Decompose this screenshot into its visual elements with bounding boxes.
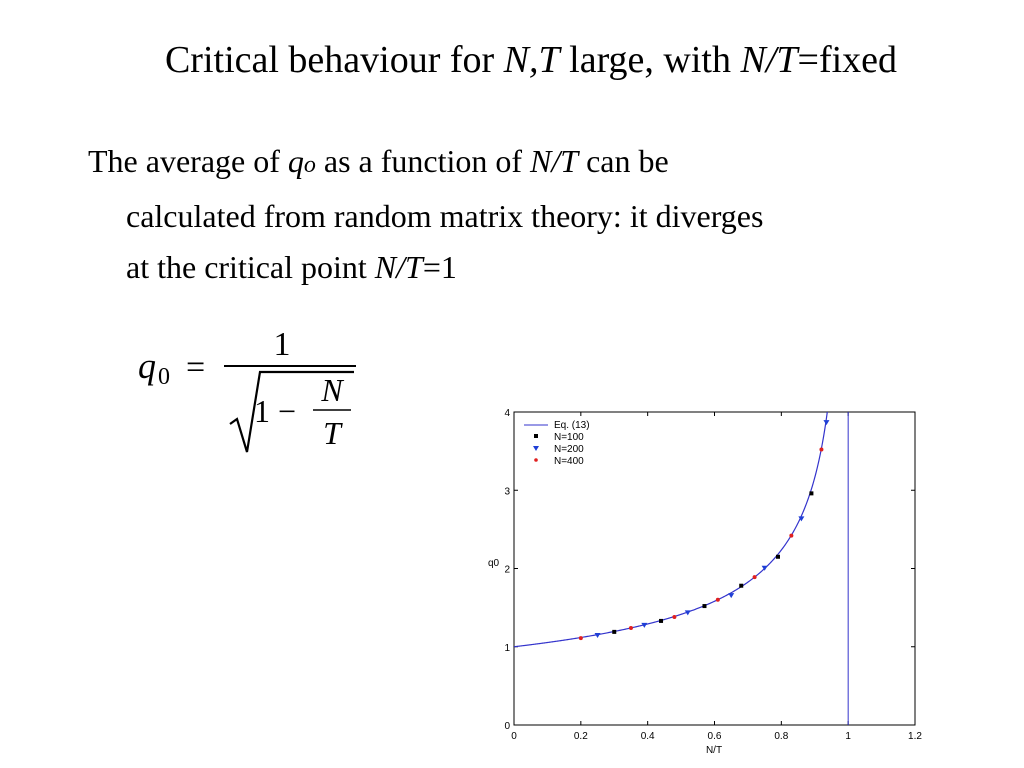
legend-label-n400: N=400 bbox=[554, 456, 584, 467]
legend-label-n200: N=200 bbox=[554, 444, 584, 455]
point-n400 bbox=[629, 626, 633, 630]
point-n100 bbox=[702, 604, 706, 608]
point-n100 bbox=[776, 555, 780, 559]
x-tick-label: 0.2 bbox=[573, 731, 588, 742]
formula-equals: = bbox=[186, 349, 206, 386]
x-tick-label: 0.6 bbox=[707, 731, 722, 742]
point-n100 bbox=[739, 584, 743, 588]
x-tick-label: 0.4 bbox=[640, 731, 655, 742]
x-tick-label: 1.2 bbox=[908, 731, 922, 742]
x-tick-label: 1 bbox=[845, 731, 851, 742]
point-n400 bbox=[716, 598, 720, 602]
y-tick-label: 4 bbox=[504, 408, 510, 419]
formula-fraction-numerator: N bbox=[321, 372, 343, 408]
formula-one: 1 bbox=[254, 393, 270, 429]
legend-label-n100: N=100 bbox=[554, 432, 584, 443]
y-tick-label: 0 bbox=[504, 721, 510, 732]
body-line-2: calculated from random matrix theory: it diverges bbox=[126, 198, 764, 234]
formula-minus: − bbox=[278, 393, 297, 429]
formula-lhs-subscript: 0 bbox=[158, 364, 170, 390]
body-line-1: The average of qo as a function of N/T can be bbox=[88, 143, 669, 179]
q0-formula bbox=[130, 322, 370, 462]
y-tick-label: 1 bbox=[504, 642, 510, 654]
x-tick-label: 0 bbox=[511, 731, 517, 742]
slide-title: Critical behaviour for N,T large, with N/T=fixed bbox=[164, 39, 898, 81]
point-n400 bbox=[819, 448, 823, 452]
formula-numerator: 1 bbox=[273, 326, 291, 363]
y-axis-label: q0 bbox=[488, 558, 500, 569]
point-n100 bbox=[809, 491, 813, 495]
point-n400 bbox=[672, 615, 676, 619]
point-n400 bbox=[753, 575, 757, 579]
point-n100 bbox=[659, 619, 663, 623]
point-n400 bbox=[579, 636, 583, 640]
y-tick-label: 3 bbox=[504, 486, 510, 498]
slide-body bbox=[88, 136, 988, 293]
x-tick-label: 0.8 bbox=[774, 731, 789, 742]
y-tick-label: 2 bbox=[504, 564, 510, 576]
point-n100 bbox=[612, 630, 616, 634]
q0-vs-nt-chart bbox=[472, 400, 932, 768]
x-axis-label: N/T bbox=[705, 745, 723, 756]
formula-fraction-denominator: T bbox=[323, 415, 341, 451]
legend-marker-n400 bbox=[534, 458, 538, 462]
legend-label-eq13: Eq. (13) bbox=[554, 420, 590, 431]
formula-lhs-variable: q bbox=[138, 346, 156, 386]
legend-marker-n100 bbox=[534, 434, 538, 438]
point-n400 bbox=[789, 534, 793, 538]
body-line-3: at the critical point N/T=1 bbox=[126, 249, 457, 285]
